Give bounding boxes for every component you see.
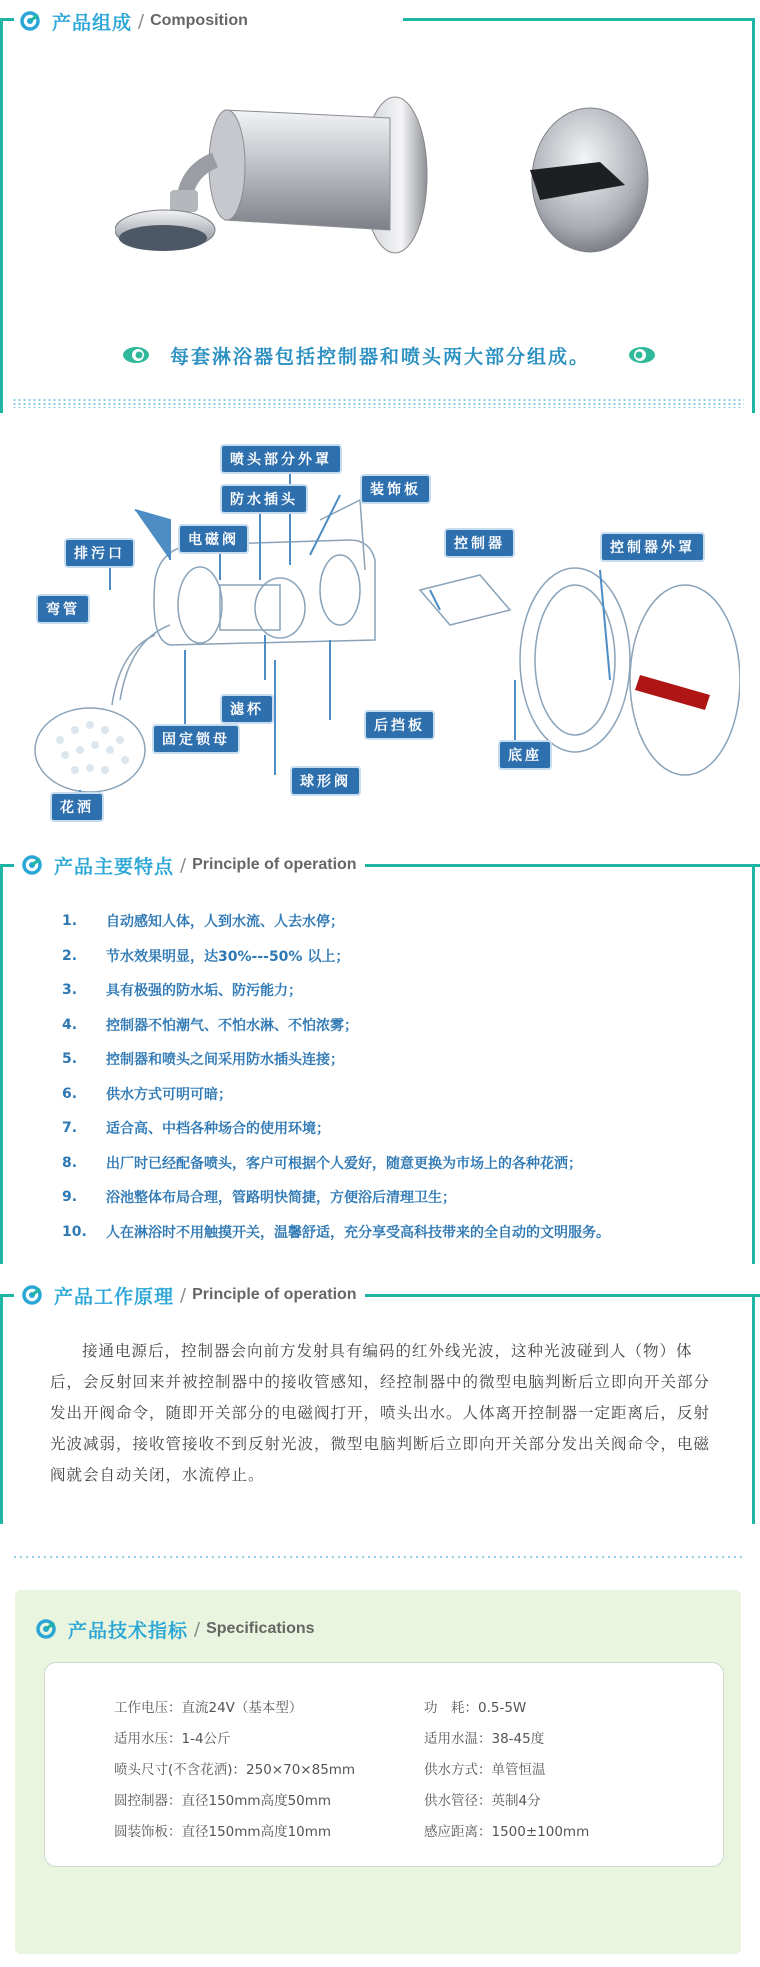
frame-rule — [752, 1294, 755, 1524]
list-item: 1. 自动感知人体，人到水流、人去水停； — [62, 913, 344, 931]
list-item: 6. 供水方式可明可暗； — [62, 1085, 232, 1103]
label-filter-cup: 滤杯 — [220, 694, 274, 724]
label-nozzle-cover: 喷头部分外罩 — [220, 444, 342, 474]
circle-logo-icon — [22, 1285, 42, 1305]
list-item: 4. 控制器不怕潮气、不怕水淋、不怕浓雾； — [62, 1016, 358, 1034]
label-ball-valve: 球形阀 — [290, 766, 361, 796]
features-title-en: Principle of operation — [192, 856, 357, 873]
label-controller: 控制器 — [444, 528, 515, 558]
specs-header — [36, 1614, 315, 1644]
label-back-plate: 后挡板 — [364, 710, 435, 740]
label-shower-head: 花洒 — [50, 792, 104, 822]
label-controller-cover: 控制器外罩 — [600, 532, 705, 562]
label-drain-outlet: 排污口 — [64, 538, 135, 568]
spec-cell: 感应距离：1500±100mm — [424, 1824, 590, 1840]
list-item: 2. 节水效果明显，达30%---50% 以上； — [62, 947, 350, 965]
title-separator: / — [194, 1618, 201, 1640]
principle-paragraph: 接通电源后，控制器会向前方发射具有编码的红外线光波，这种光波碰到人（物）体后，会反射回来并被控制器中的接收管感知，经控制器中的微型电脑判断后立即向开关部分发出开阀命令，随即开关部分的电磁阀打开，喷头出水。人体离开控制器一定距离后，反射光波减弱，接收管接收不到反射光波，微型电脑判断后立即向开关部分发出关阀命令，电磁阀就会自动关闭，水流停止。 — [50, 1342, 711, 1484]
title-separator: / — [180, 1284, 187, 1306]
dotted-divider — [12, 1556, 744, 1558]
list-item: 7. 适合高、中档各种场合的使用环境； — [62, 1120, 330, 1138]
composition-title: 产品组成 — [52, 11, 133, 34]
controller-image — [520, 100, 650, 260]
principle-title: 产品工作原理 — [54, 1285, 175, 1308]
principle-title-en: Principle of operation — [192, 1286, 357, 1303]
composition-tagline: 每套淋浴器包括控制器和喷头两大部分组成。 — [169, 346, 590, 368]
label-decor-plate: 装饰板 — [360, 474, 431, 504]
composition-header — [20, 6, 248, 36]
header-rule — [403, 18, 755, 21]
list-item: 5. 控制器和喷头之间采用防水插头连接； — [62, 1051, 344, 1069]
specs-title-en: Specifications — [206, 1620, 315, 1637]
circle-logo-icon — [22, 855, 42, 875]
spec-cell: 工作电压：直流24V（基本型） — [114, 1700, 303, 1716]
frame-rule-left — [0, 864, 3, 1264]
label-bent-pipe: 弯管 — [36, 594, 90, 624]
principle-header — [14, 1280, 365, 1310]
list-item: 8. 出厂时已经配备喷头，客户可根据个人爱好，随意更换为市场上的各种花洒； — [62, 1154, 582, 1172]
circle-logo-icon — [20, 11, 40, 31]
features-title: 产品主要特点 — [54, 855, 175, 878]
list-item: 9. 浴池整体布局合理，管路明快简捷，方便浴后清理卫生； — [62, 1189, 456, 1207]
label-solenoid-valve: 电磁阀 — [178, 524, 249, 554]
spec-cell: 适用水压：1-4公斤 — [114, 1731, 231, 1747]
specs-title: 产品技术指标 — [68, 1619, 189, 1642]
spec-cell: 喷头尺寸(不含花洒)：250×70×85mm — [114, 1762, 356, 1778]
list-item: 3. 具有极强的防水垢、防污能力； — [62, 982, 302, 1000]
label-waterproof-plug: 防水插头 — [220, 484, 308, 514]
label-lock-nut: 固定锁母 — [152, 724, 240, 754]
eye-icon-right — [628, 346, 656, 364]
frame-rule — [752, 864, 755, 1264]
exploded-diagram — [20, 440, 740, 830]
spec-cell: 供水方式：单管恒温 — [424, 1762, 546, 1778]
list-item: 10. 人在淋浴时不用触摸开关，温馨舒适，充分享受高科技带来的全自动的文明服务。 — [62, 1223, 610, 1241]
circle-logo-icon — [36, 1619, 56, 1639]
spec-cell: 供水管径：英制4分 — [424, 1793, 541, 1809]
features-list — [62, 904, 742, 1249]
title-separator: / — [138, 10, 145, 32]
title-separator: / — [180, 854, 187, 876]
spec-cell: 圆控制器：直径150mm高度50mm — [114, 1793, 332, 1809]
spec-cell: 适用水温：38-45度 — [424, 1731, 545, 1747]
spec-cell: 功 耗：0.5-5W — [424, 1700, 527, 1716]
features-header — [14, 850, 365, 880]
shower-head-image — [115, 90, 435, 280]
composition-title-en: Composition — [150, 12, 248, 29]
spec-cell: 圆装饰板：直径150mm高度10mm — [114, 1824, 332, 1840]
dotted-divider — [12, 398, 744, 408]
frame-rule-left — [0, 1294, 3, 1524]
label-base: 底座 — [498, 740, 552, 770]
